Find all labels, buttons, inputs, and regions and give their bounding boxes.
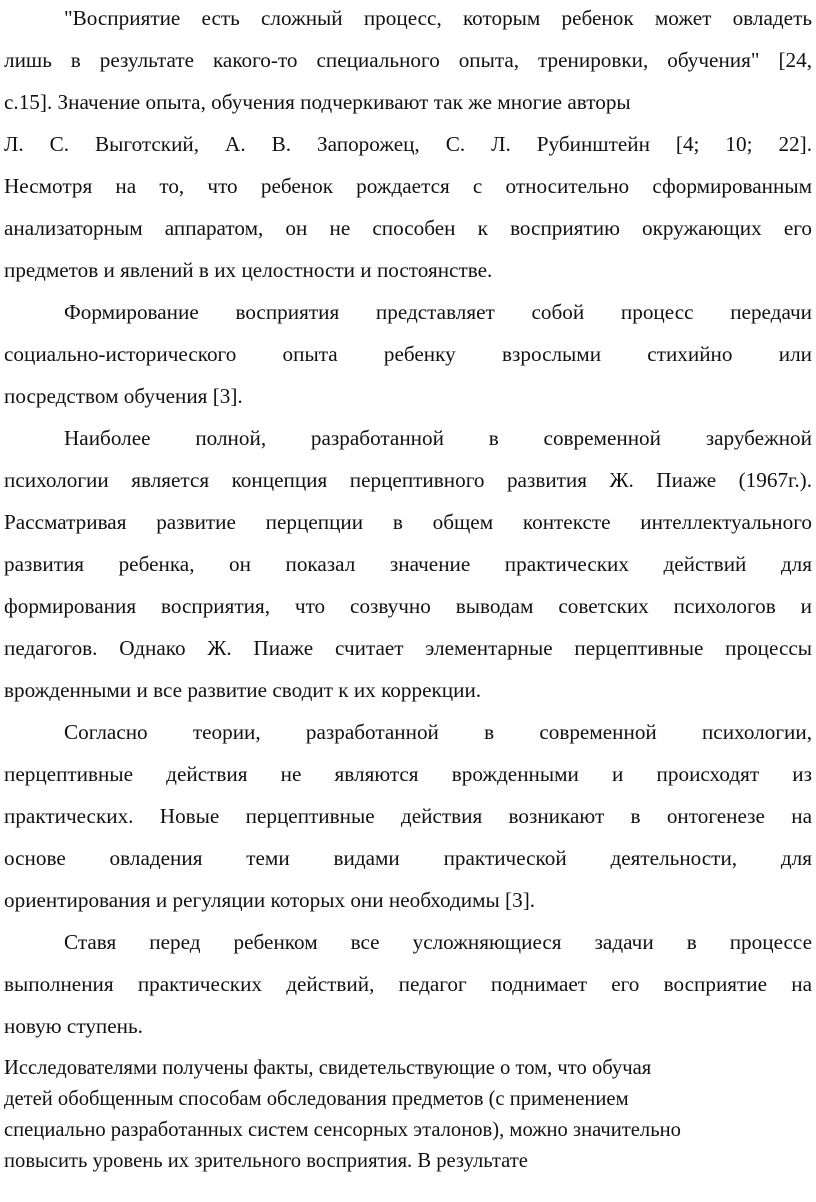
paragraph-6-line-2: детей обобщенным способам обследования предметов (с применением — [4, 1088, 629, 1110]
paragraph-3-line-5: формирования восприятия, что созвучно выводам советских психологов и — [4, 594, 812, 618]
paragraph-4-line-1: Согласно теории, разработанной в современной психологии, — [64, 720, 812, 744]
paragraph-6-line-4: повысить уровень их зрительного восприятия. В результате — [4, 1150, 528, 1172]
paragraph-1-line-2: лишь в результате какого-то специального опыта, тренировки, обучения" [24, — [4, 48, 812, 72]
paragraph-3-line-4: развития ребенка, он показал значение практических действий для — [4, 552, 812, 576]
paragraph-5-line-2: выполнения практических действий, педагог поднимает его восприятие на — [4, 972, 812, 996]
paragraph-6-line-3: специально разработанных систем сенсорных эталонов), можно значительно — [4, 1119, 681, 1141]
paragraph-1-line-3: с.15]. Значение опыта, обучения подчеркивают так же многие авторы — [4, 90, 631, 114]
paragraph-5-line-3: новую ступень. — [4, 1014, 143, 1038]
paragraph-1-line-6: анализаторным аппаратом, он не способен к восприятию окружающих его — [4, 216, 812, 240]
paragraph-3-line-1: Наиболее полной, разработанной в современной зарубежной — [64, 426, 812, 450]
paragraph-3-line-7: врожденными и все развитие сводит к их коррекции. — [4, 678, 482, 702]
paragraph-3-line-2: психологии является концепция перцептивного развития Ж. Пиаже (1967г.). — [4, 468, 812, 492]
paragraph-1-line-5: Несмотря на то, что ребенок рождается с относительно сформированным — [4, 174, 812, 198]
paragraph-4-line-5: ориентирования и регуляции которых они необходимы [3]. — [4, 888, 536, 912]
paragraph-1-line-1: "Восприятие есть сложный процесс, которым ребенок может овладеть — [64, 6, 812, 30]
paragraph-4-line-4: основе овладения теми видами практической деятельности, для — [4, 846, 812, 870]
paragraph-1-line-4: Л. С. Выготский, А. В. Запорожец, С. Л. Рубинштейн [4; 10; 22]. — [4, 132, 812, 156]
paragraph-3-line-6: педагогов. Однако Ж. Пиаже считает элементарные перцептивные процессы — [4, 636, 812, 660]
paragraph-3-line-3: Рассматривая развитие перцепции в общем контексте интеллектуального — [4, 510, 812, 534]
paragraph-6-line-1: Исследователями получены факты, свидетельствующие о том, что обучая — [4, 1057, 652, 1079]
paragraph-2-line-3: посредством обучения [3]. — [4, 384, 243, 408]
paragraph-2-line-1: Формирование восприятия представляет собой процесс передачи — [64, 300, 812, 324]
paragraph-5-line-1: Ставя перед ребенком все усложняющиеся задачи в процессе — [64, 930, 812, 954]
paragraph-4-line-2: перцептивные действия не являются врожденными и происходят из — [4, 762, 812, 786]
paragraph-2-line-2: социально-исторического опыта ребенку взрослыми стихийно или — [4, 342, 812, 366]
paragraph-4-line-3: практических. Новые перцептивные действия возникают в онтогенезе на — [4, 804, 812, 828]
paragraph-1-line-7: предметов и явлений в их целостности и постоянстве. — [4, 258, 493, 282]
